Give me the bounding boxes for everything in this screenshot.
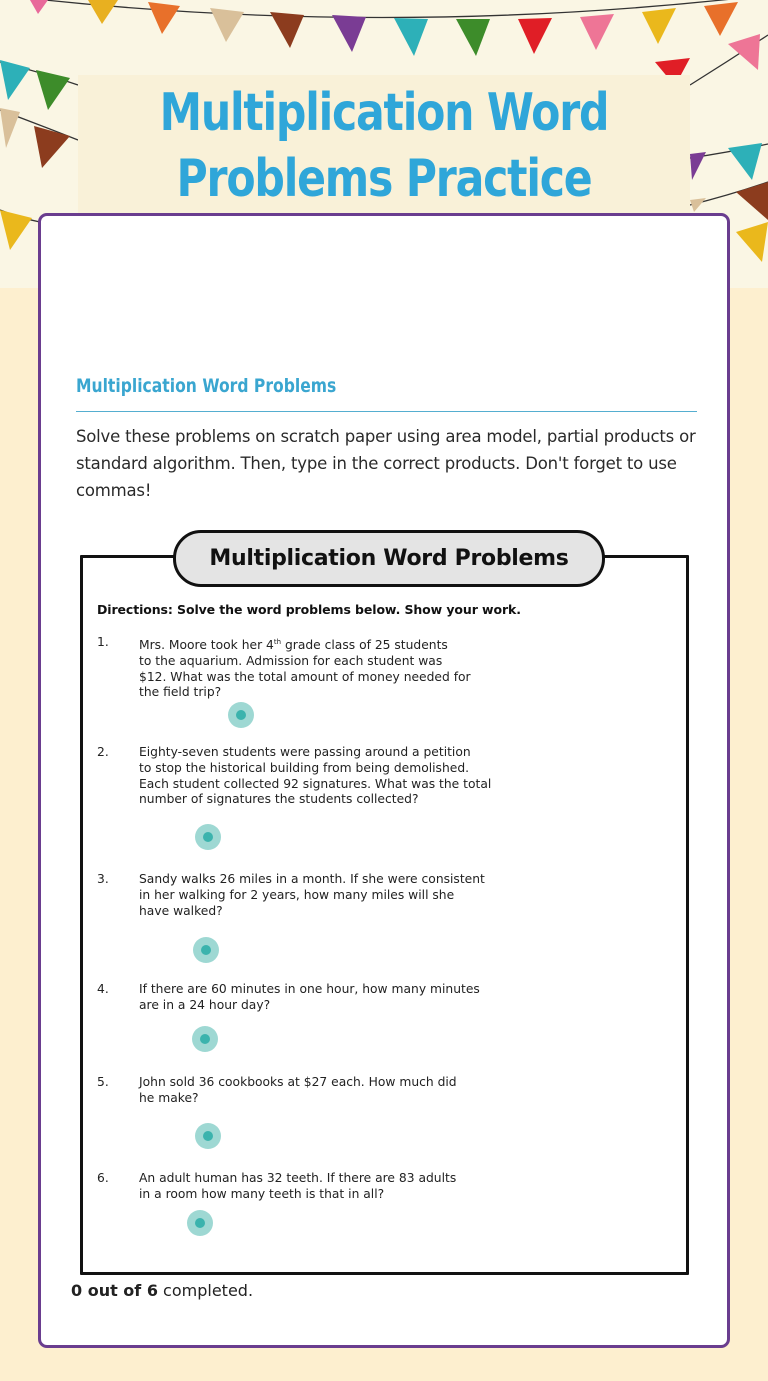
problem-number: 2. bbox=[97, 745, 109, 759]
problem-number: 6. bbox=[97, 1171, 109, 1185]
worksheet-directions: Directions: Solve the word problems below. Show your work. bbox=[97, 602, 521, 617]
problem-text: John sold 36 cookbooks at $27 each. How much did he make? bbox=[139, 1075, 457, 1105]
answer-hotspot-2[interactable] bbox=[195, 824, 221, 850]
section-divider bbox=[76, 411, 697, 412]
section-heading: Multiplication Word Problems bbox=[76, 375, 337, 397]
problem-number: 3. bbox=[97, 872, 109, 886]
instructions-text: Solve these problems on scratch paper using area model, partial products or standard algorithm. Then, type in the correct products. Don't forget to use commas! bbox=[76, 427, 696, 500]
problem-text: An adult human has 32 teeth. If there are 83 adults in a room how many teeth is that in all? bbox=[139, 1171, 457, 1201]
problem-number: 4. bbox=[97, 982, 109, 996]
problem-text: If there are 60 minutes in one hour, how many minutes are in a 24 hour day? bbox=[139, 982, 480, 1012]
progress-status bbox=[71, 1281, 253, 1300]
answer-hotspot-1[interactable] bbox=[228, 702, 254, 728]
answer-hotspot-4[interactable] bbox=[192, 1026, 218, 1052]
answer-hotspot-6[interactable] bbox=[187, 1210, 213, 1236]
problem-text: Eighty-seven students were passing around a petition to stop the historical building from being demolished. Each student collected 92 signatures. What was the total number of signatures the students collected? bbox=[139, 745, 492, 807]
problem-number: 1. bbox=[97, 635, 109, 649]
page-title bbox=[133, 80, 635, 212]
worksheet-title: Multiplication Word Problems bbox=[173, 530, 605, 587]
progress-suffix: completed. bbox=[157, 1281, 254, 1300]
problem-text: Mrs. Moore took her 4th grade class of 25 students to the aquarium. Admission for each student was $12. What was the total amount of money needed for the field trip? bbox=[139, 638, 471, 700]
problem-text: Sandy walks 26 miles in a month. If she were consistent in her walking for 2 years, how many miles will she have walked? bbox=[139, 872, 485, 918]
page-title-line-1: Multiplication Word bbox=[159, 83, 609, 143]
problem-number: 5. bbox=[97, 1075, 109, 1089]
progress-count: 0 out of 6 bbox=[71, 1281, 158, 1300]
answer-hotspot-5[interactable] bbox=[195, 1123, 221, 1149]
answer-hotspot-3[interactable] bbox=[193, 937, 219, 963]
page-title-line-2: Problems Practice bbox=[176, 149, 592, 209]
